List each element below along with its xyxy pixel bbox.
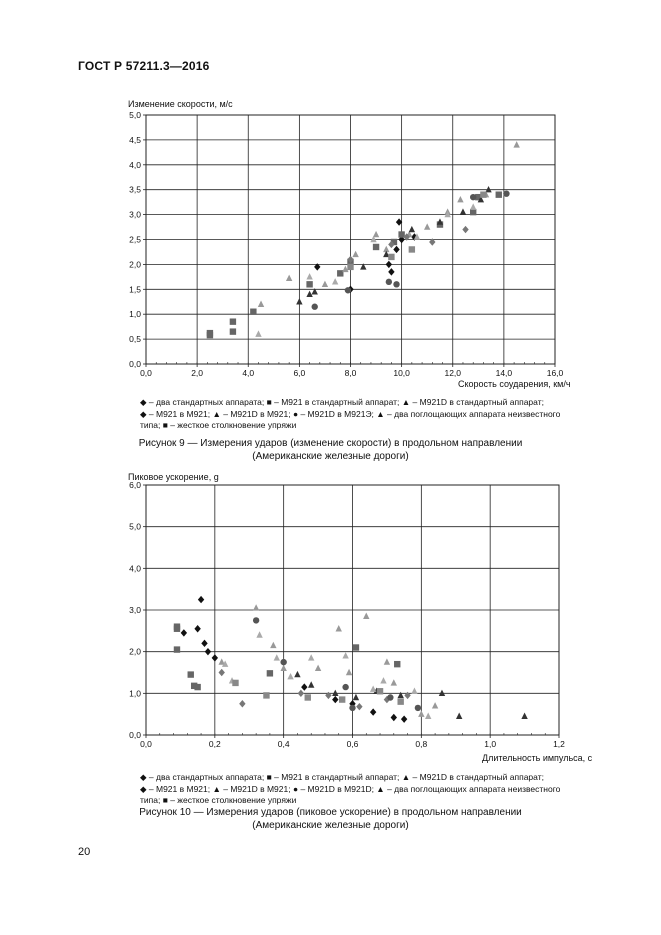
chart2-y-axis-label: Пиковое ускорение, g bbox=[128, 472, 219, 482]
chart2-point-diamond bbox=[325, 692, 331, 699]
chart1-point-square bbox=[250, 309, 256, 315]
chart2-point-diamond bbox=[212, 654, 218, 661]
chart2-point-circle bbox=[253, 617, 259, 623]
chart2-point-diamond bbox=[370, 708, 376, 715]
chart2-point-triangle bbox=[346, 669, 352, 675]
chart1-y-tick-label: 3,5 bbox=[129, 184, 141, 195]
chart1-point-circle bbox=[470, 194, 476, 200]
chart1-point-diamond bbox=[388, 268, 394, 275]
chart1-point-triangle bbox=[322, 281, 328, 287]
chart2-point-triangle bbox=[432, 702, 438, 708]
chart1-point-diamond bbox=[462, 226, 468, 233]
chart1-x-tick-label: 10,0 bbox=[393, 368, 410, 378]
chart2-y-tick-label: 3,0 bbox=[129, 605, 141, 615]
chart1-y-tick-label: 5,0 bbox=[129, 110, 141, 120]
chart1-point-triangle bbox=[306, 291, 312, 297]
chart2-y-tick-label: 4,0 bbox=[129, 563, 141, 574]
chart1-point-triangle bbox=[373, 231, 379, 237]
chart2-point-triangle bbox=[256, 631, 262, 637]
chart1-point-diamond bbox=[386, 261, 392, 268]
chart2-point-diamond bbox=[298, 690, 304, 697]
chart2-x-tick-label: 1,0 bbox=[484, 739, 497, 749]
chart2-point-triangle bbox=[353, 694, 359, 700]
chart2-point-triangle bbox=[336, 625, 342, 631]
chart2-point-square bbox=[353, 644, 359, 650]
chart2-point-square bbox=[305, 694, 311, 700]
chart2-legend-line-2: ◆ – М921 в М921; ▲ – М921D в М921; ● – М921D в М921D; ▲ – два поглощающих аппарата неизвестного bbox=[140, 783, 561, 794]
chart2-point-triangle bbox=[384, 658, 390, 664]
chart2-point-diamond bbox=[239, 700, 245, 707]
chart1-x-tick-label: 8,0 bbox=[344, 368, 357, 378]
chart1-x-tick-label: 0,0 bbox=[140, 368, 152, 378]
chart2-point-circle bbox=[387, 694, 393, 700]
chart2-y-tick-label: 1,0 bbox=[129, 688, 141, 699]
chart2-point-triangle bbox=[391, 679, 397, 685]
chart2-point-diamond bbox=[181, 629, 187, 636]
chart2-point-square bbox=[194, 684, 200, 690]
chart1-point-triangle bbox=[409, 226, 415, 232]
chart2-point-triangle bbox=[315, 665, 321, 671]
figure10-caption-line-2: (Американские железные дороги) bbox=[252, 820, 409, 831]
chart2-point-triangle bbox=[397, 692, 403, 698]
chart1-point-triangle bbox=[306, 273, 312, 279]
chart1-x-tick-label: 6,0 bbox=[293, 368, 306, 378]
chart2-point-triangle bbox=[425, 713, 431, 719]
chart1-point-square bbox=[496, 191, 502, 197]
chart2-point-triangle bbox=[380, 677, 386, 683]
figure9-caption-line-1: Рисунок 9 — Измерения ударов (изменение скорости) в продольном направлении bbox=[138, 438, 523, 449]
chart2-point-circle bbox=[280, 659, 286, 665]
chart2-point-diamond bbox=[401, 715, 407, 722]
figure10-caption bbox=[0, 806, 661, 832]
chart1-point-square bbox=[409, 246, 415, 252]
chart2-point-diamond bbox=[391, 714, 397, 721]
chart2-x-tick-label: 1,2 bbox=[553, 739, 565, 749]
chart2-y-tick-label: 0,0 bbox=[129, 730, 141, 740]
chart2-point-diamond bbox=[301, 683, 307, 690]
chart2-point-diamond bbox=[404, 692, 410, 699]
chart2-point-diamond bbox=[332, 696, 338, 703]
chart2-point-diamond bbox=[194, 625, 200, 632]
chart2-point-triangle bbox=[332, 690, 338, 696]
chart1-y-axis-label: Изменение скорости, м/с bbox=[128, 99, 233, 109]
chart2-point-square bbox=[377, 688, 383, 694]
chart2-point-square bbox=[174, 626, 180, 632]
chart1-y-tick-label: 4,0 bbox=[129, 159, 141, 170]
chart1-point-triangle bbox=[332, 278, 338, 284]
chart1-legend bbox=[140, 397, 560, 432]
chart2-point-circle bbox=[342, 684, 348, 690]
chart2-point-diamond bbox=[356, 703, 362, 710]
chart2-point-triangle bbox=[308, 654, 314, 660]
chart2-legend-line-3: типа; ■ – жесткое столкновение упряжи bbox=[140, 795, 297, 805]
chart2-point-triangle bbox=[411, 688, 417, 694]
chart2-point-square bbox=[394, 661, 400, 667]
chart1-point-triangle bbox=[286, 275, 292, 281]
chart2-point-triangle bbox=[308, 681, 314, 687]
chart1-point-triangle bbox=[470, 203, 476, 209]
chart2-point-square bbox=[188, 671, 194, 677]
chart2-x-tick-label: 0,8 bbox=[415, 739, 428, 749]
chart1-y-tick-label: 2,0 bbox=[129, 259, 141, 270]
chart1-y-tick-label: 0,0 bbox=[129, 359, 141, 369]
chart2-point-diamond bbox=[205, 648, 211, 655]
chart1-legend-line-1: ◆ – два стандартных аппарата; ■ – М921 в стандартный аппарат; ▲ – М921D в стандартный аппарат; bbox=[140, 397, 544, 407]
chart2-point-triangle bbox=[363, 613, 369, 619]
chart1-x-tick-label: 2,0 bbox=[191, 368, 204, 378]
chart1-point-triangle bbox=[352, 251, 358, 257]
chart2-x-tick-label: 0,6 bbox=[346, 739, 359, 749]
chart1-legend-line-2: ◆ – М921 в М921; ▲ – М921D в М921; ● – М921D в М921Э; ▲ – два поглощающих аппарата неизвестного bbox=[140, 408, 561, 419]
chart2-point-square bbox=[174, 646, 180, 652]
chart1-point-square bbox=[230, 318, 236, 324]
chart2-point-square bbox=[232, 680, 238, 686]
chart1-point-square bbox=[470, 209, 476, 215]
chart1-point-circle bbox=[503, 190, 509, 196]
chart1-x-tick-label: 14,0 bbox=[495, 368, 513, 378]
chart1-point-circle bbox=[345, 287, 351, 293]
chart2-point-square bbox=[397, 698, 403, 704]
chart1-point-square bbox=[337, 270, 343, 276]
chart2-point-triangle bbox=[280, 665, 286, 671]
chart1-x-tick-label: 12,0 bbox=[444, 368, 462, 378]
chart1-point-circle bbox=[386, 279, 392, 285]
chart1-point-square bbox=[230, 328, 236, 334]
chart2-point-circle bbox=[349, 705, 355, 711]
chart2-x-tick-label: 0,0 bbox=[140, 739, 152, 749]
chart2-point-triangle bbox=[418, 710, 424, 716]
chart2-x-axis-label: Длительность импульса, с bbox=[482, 753, 593, 763]
chart1-point-square bbox=[388, 254, 394, 260]
chart1-point-triangle bbox=[255, 330, 261, 336]
chart1-point-triangle bbox=[485, 186, 491, 192]
chart1-point-square bbox=[480, 191, 486, 197]
chart2-point-square bbox=[263, 692, 269, 698]
chart2-point-triangle bbox=[274, 654, 280, 660]
chart1-point-triangle bbox=[460, 208, 466, 214]
chart2-point-triangle bbox=[521, 713, 527, 719]
chart2-point-triangle bbox=[253, 604, 259, 610]
chart2-point-triangle bbox=[370, 685, 376, 691]
chart2-legend-line-1: ◆ – два стандартных аппарата; ■ – М921 в стандартный аппарат; ▲ – М921D в стандартный аппарат; bbox=[140, 772, 544, 782]
chart2-y-tick-label: 2,0 bbox=[129, 646, 141, 657]
chart2-point-diamond bbox=[198, 596, 204, 603]
chart2-point-triangle bbox=[287, 673, 293, 679]
chart1-point-square bbox=[306, 281, 312, 287]
chart1-x-tick-label: 4,0 bbox=[242, 368, 255, 378]
chart1-y-tick-label: 0,5 bbox=[129, 334, 141, 345]
chart1-point-triangle bbox=[258, 301, 264, 307]
chart2-point-triangle bbox=[456, 713, 462, 719]
chart1-point-triangle bbox=[513, 141, 519, 147]
chart2-plot bbox=[0, 474, 661, 774]
chart2-x-tick-label: 0,4 bbox=[277, 739, 290, 749]
chart1-point-diamond bbox=[393, 246, 399, 253]
chart1-plot bbox=[0, 100, 661, 400]
chart2-point-diamond bbox=[201, 640, 207, 647]
chart1-point-triangle bbox=[424, 223, 430, 229]
figure9-caption-line-2: (Американские железные дороги) bbox=[252, 451, 409, 462]
chart2-point-circle bbox=[415, 705, 421, 711]
figure9-caption bbox=[0, 437, 661, 463]
chart1-x-axis-label: Скорость соударения, км/ч bbox=[458, 379, 571, 389]
chart2-point-square bbox=[339, 696, 345, 702]
document-header: ГОСТ Р 57211.3—2016 bbox=[78, 59, 210, 73]
chart1-legend-line-3: типа; ■ – жесткое столкновение упряжи bbox=[140, 420, 297, 430]
chart1-point-square bbox=[347, 264, 353, 270]
chart2-point-diamond bbox=[219, 669, 225, 676]
chart1-y-tick-label: 4,5 bbox=[129, 134, 141, 145]
chart2-x-tick-label: 0,2 bbox=[208, 739, 221, 749]
chart1-y-tick-label: 3,0 bbox=[129, 209, 141, 220]
chart1-point-circle bbox=[393, 281, 399, 287]
chart2-point-triangle bbox=[270, 642, 276, 648]
chart1-point-square bbox=[207, 332, 213, 338]
chart2-point-triangle bbox=[342, 652, 348, 658]
chart1-y-tick-label: 1,0 bbox=[129, 309, 141, 320]
figure10-caption-line-1: Рисунок 10 — Измерения ударов (пиковое ускорение) в продольном направлении bbox=[139, 807, 522, 818]
chart2-y-tick-label: 6,0 bbox=[129, 480, 141, 490]
chart1-point-triangle bbox=[457, 196, 463, 202]
chart2-legend bbox=[140, 772, 560, 807]
chart1-point-square bbox=[373, 244, 379, 250]
page-number: 20 bbox=[78, 846, 91, 858]
chart2-y-tick-label: 5,0 bbox=[129, 521, 141, 532]
chart1-x-tick-label: 16,0 bbox=[546, 368, 564, 378]
chart1-y-tick-label: 1,5 bbox=[129, 284, 141, 295]
chart1-y-tick-label: 2,5 bbox=[129, 234, 141, 245]
chart2-point-triangle bbox=[294, 671, 300, 677]
chart1-point-circle bbox=[312, 304, 318, 310]
chart1-point-triangle bbox=[296, 298, 302, 304]
chart2-point-triangle bbox=[439, 690, 445, 696]
chart2-point-square bbox=[267, 670, 273, 676]
